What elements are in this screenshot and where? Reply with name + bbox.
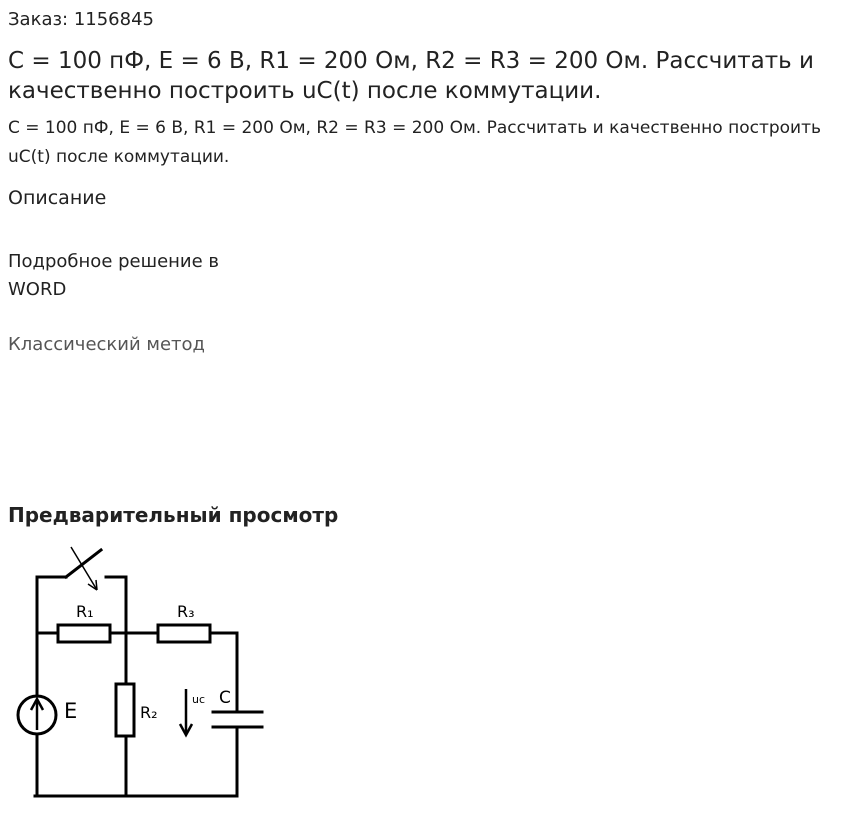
label-r3: R₃ xyxy=(177,602,195,621)
short-description: C = 100 пФ, E = 6 В, R1 = 200 Ом, R2 = R3 = 200 Ом. Рассчитать и качественно построить uC(t) после коммутации. xyxy=(8,118,822,167)
preview-heading: Предварительный просмотр xyxy=(8,503,339,527)
description-text: Подробное решение в WORD xyxy=(8,251,220,300)
label-c: C xyxy=(219,688,231,708)
label-r1: R₁ xyxy=(76,602,94,621)
label-e: E xyxy=(64,699,78,723)
page-title: C = 100 пФ, E = 6 В, R1 = 200 Ом, R2 = R3 = 200 Ом. Рассчитать и качественно построить uC(t) после коммутации. xyxy=(8,48,814,104)
resistor-r3 xyxy=(158,625,210,642)
resistor-r2 xyxy=(116,684,134,736)
order-number: Заказ: 1156845 xyxy=(8,9,154,30)
switch-blade xyxy=(66,550,101,577)
circuit-diagram xyxy=(0,540,300,810)
resistor-r1 xyxy=(58,625,110,642)
description-tab[interactable]: Описание xyxy=(8,187,107,209)
method-text: Классический метод xyxy=(8,334,205,355)
label-r2: R₂ xyxy=(140,703,158,722)
label-uc: uc xyxy=(192,693,206,706)
